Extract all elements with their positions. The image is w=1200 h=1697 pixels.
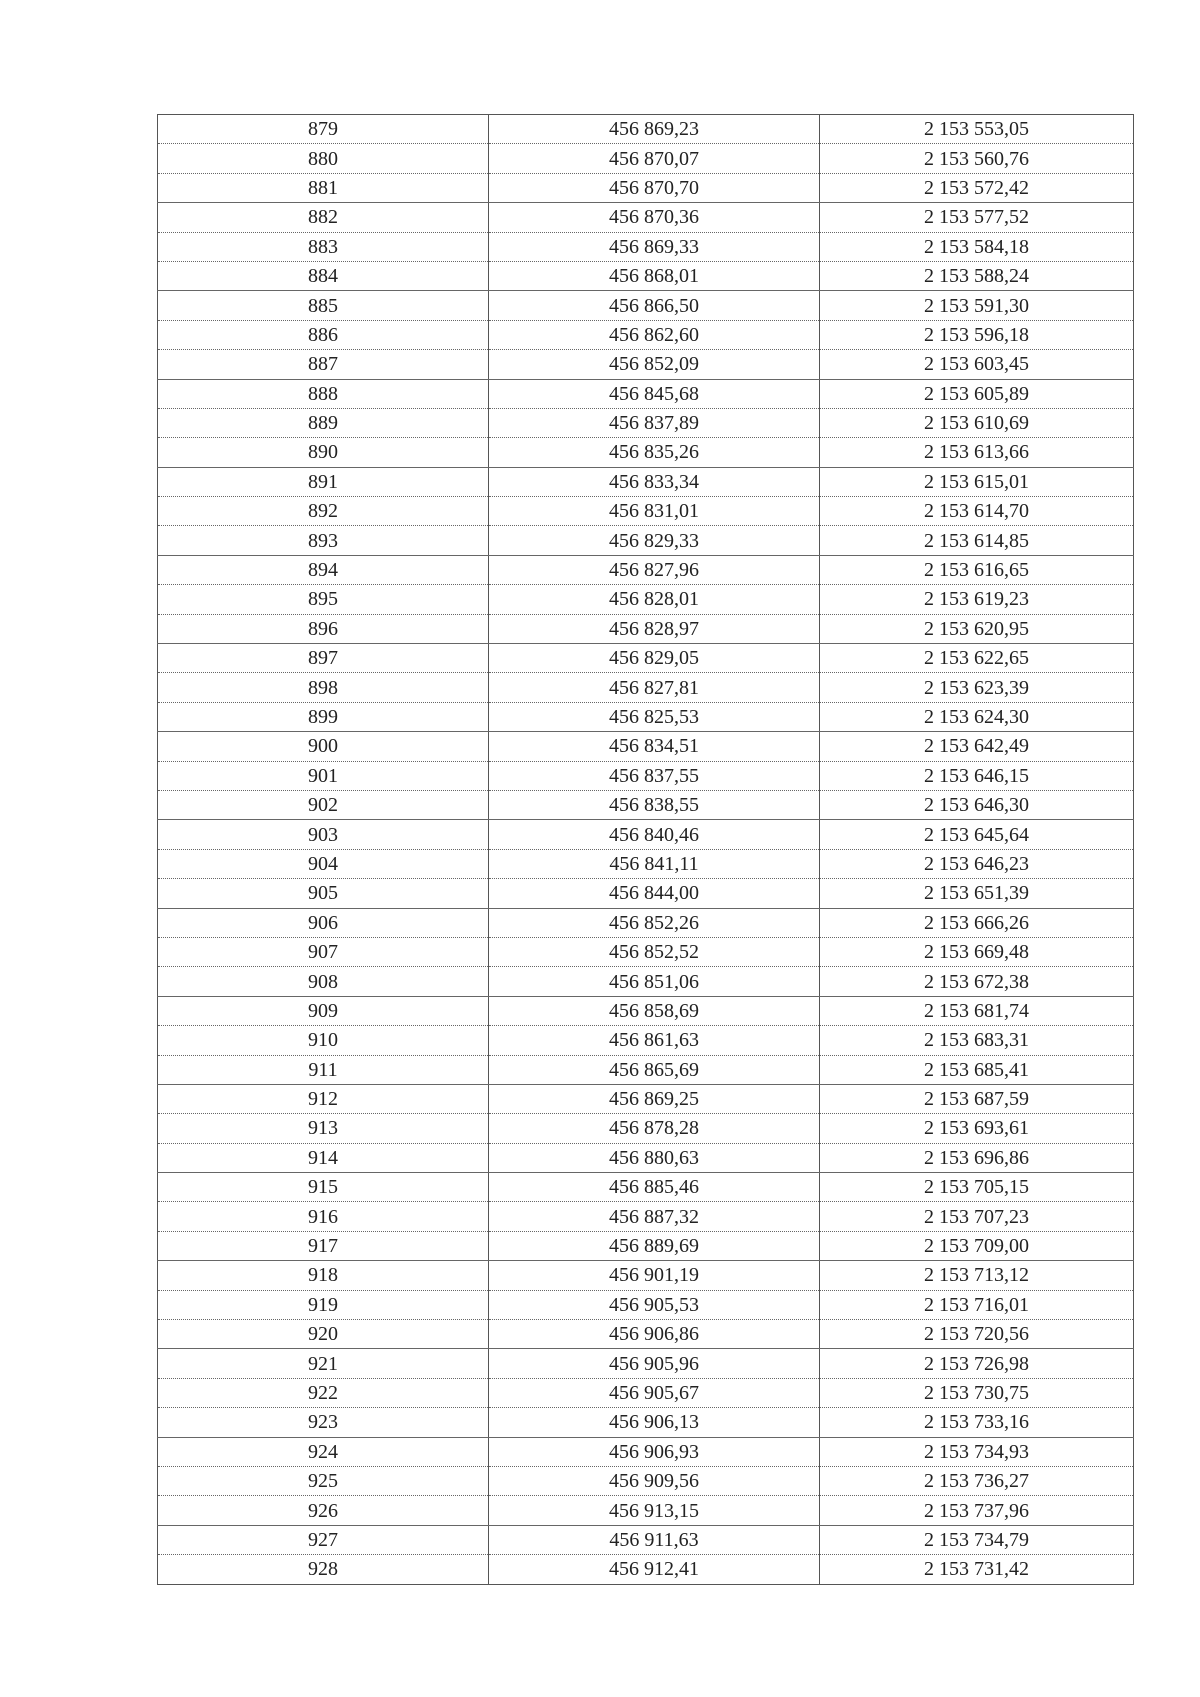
x-coordinate-cell: 456 834,51 [489,732,820,761]
point-number-cell: 882 [158,203,489,232]
y-coordinate-cell: 2 153 624,30 [820,702,1134,731]
table-row [158,937,1134,966]
table-row [158,408,1134,437]
point-number-cell: 912 [158,1084,489,1113]
table-row [158,115,1134,144]
table-row [158,1143,1134,1172]
y-coordinate-cell: 2 153 610,69 [820,408,1134,437]
y-coordinate-cell: 2 153 685,41 [820,1055,1134,1084]
table-row [158,320,1134,349]
coordinates-table-body [158,115,1134,1585]
x-coordinate-cell: 456 837,55 [489,761,820,790]
table-row [158,1202,1134,1231]
y-coordinate-cell: 2 153 642,49 [820,732,1134,761]
table-row [158,1290,1134,1319]
y-coordinate-cell: 2 153 622,65 [820,644,1134,673]
x-coordinate-cell: 456 870,70 [489,173,820,202]
table-row [158,585,1134,614]
table-row [158,673,1134,702]
point-number-cell: 917 [158,1231,489,1260]
table-row [158,467,1134,496]
x-coordinate-cell: 456 909,56 [489,1466,820,1495]
table-row [158,1173,1134,1202]
x-coordinate-cell: 456 852,09 [489,350,820,379]
table-row [158,1466,1134,1495]
y-coordinate-cell: 2 153 646,30 [820,790,1134,819]
point-number-cell: 924 [158,1437,489,1466]
y-coordinate-cell: 2 153 651,39 [820,879,1134,908]
x-coordinate-cell: 456 845,68 [489,379,820,408]
x-coordinate-cell: 456 906,86 [489,1320,820,1349]
table-row [158,967,1134,996]
point-number-cell: 926 [158,1496,489,1525]
y-coordinate-cell: 2 153 620,95 [820,614,1134,643]
table-row [158,1114,1134,1143]
y-coordinate-cell: 2 153 588,24 [820,261,1134,290]
y-coordinate-cell: 2 153 716,01 [820,1290,1134,1319]
point-number-cell: 911 [158,1055,489,1084]
x-coordinate-cell: 456 906,13 [489,1408,820,1437]
point-number-cell: 886 [158,320,489,349]
point-number-cell: 884 [158,261,489,290]
point-number-cell: 902 [158,790,489,819]
x-coordinate-cell: 456 878,28 [489,1114,820,1143]
y-coordinate-cell: 2 153 683,31 [820,1026,1134,1055]
table-row [158,820,1134,849]
y-coordinate-cell: 2 153 646,15 [820,761,1134,790]
table-row [158,702,1134,731]
x-coordinate-cell: 456 911,63 [489,1525,820,1554]
y-coordinate-cell: 2 153 616,65 [820,555,1134,584]
table-row [158,144,1134,173]
table-row [158,790,1134,819]
y-coordinate-cell: 2 153 705,15 [820,1173,1134,1202]
x-coordinate-cell: 456 841,11 [489,849,820,878]
x-coordinate-cell: 456 869,25 [489,1084,820,1113]
x-coordinate-cell: 456 829,05 [489,644,820,673]
table-row [158,761,1134,790]
point-number-cell: 892 [158,497,489,526]
y-coordinate-cell: 2 153 577,52 [820,203,1134,232]
table-row [158,232,1134,261]
point-number-cell: 925 [158,1466,489,1495]
y-coordinate-cell: 2 153 605,89 [820,379,1134,408]
y-coordinate-cell: 2 153 666,26 [820,908,1134,937]
x-coordinate-cell: 456 912,41 [489,1555,820,1584]
point-number-cell: 922 [158,1378,489,1407]
y-coordinate-cell: 2 153 733,16 [820,1408,1134,1437]
x-coordinate-cell: 456 827,96 [489,555,820,584]
point-number-cell: 916 [158,1202,489,1231]
point-number-cell: 896 [158,614,489,643]
x-coordinate-cell: 456 880,63 [489,1143,820,1172]
y-coordinate-cell: 2 153 720,56 [820,1320,1134,1349]
y-coordinate-cell: 2 153 687,59 [820,1084,1134,1113]
point-number-cell: 918 [158,1261,489,1290]
x-coordinate-cell: 456 852,52 [489,937,820,966]
x-coordinate-cell: 456 905,67 [489,1378,820,1407]
x-coordinate-cell: 456 906,93 [489,1437,820,1466]
table-row [158,173,1134,202]
x-coordinate-cell: 456 838,55 [489,790,820,819]
x-coordinate-cell: 456 858,69 [489,996,820,1025]
y-coordinate-cell: 2 153 726,98 [820,1349,1134,1378]
y-coordinate-cell: 2 153 603,45 [820,350,1134,379]
point-number-cell: 897 [158,644,489,673]
table-row [158,996,1134,1025]
y-coordinate-cell: 2 153 615,01 [820,467,1134,496]
table-row [158,614,1134,643]
table-row [158,555,1134,584]
x-coordinate-cell: 456 865,69 [489,1055,820,1084]
coordinates-table [157,114,1134,1585]
table-row [158,1084,1134,1113]
y-coordinate-cell: 2 153 584,18 [820,232,1134,261]
point-number-cell: 914 [158,1143,489,1172]
y-coordinate-cell: 2 153 613,66 [820,438,1134,467]
point-number-cell: 900 [158,732,489,761]
y-coordinate-cell: 2 153 734,93 [820,1437,1134,1466]
x-coordinate-cell: 456 844,00 [489,879,820,908]
point-number-cell: 885 [158,291,489,320]
y-coordinate-cell: 2 153 645,64 [820,820,1134,849]
x-coordinate-cell: 456 861,63 [489,1026,820,1055]
x-coordinate-cell: 456 889,69 [489,1231,820,1260]
table-row [158,203,1134,232]
x-coordinate-cell: 456 828,01 [489,585,820,614]
x-coordinate-cell: 456 827,81 [489,673,820,702]
point-number-cell: 913 [158,1114,489,1143]
y-coordinate-cell: 2 153 646,23 [820,849,1134,878]
table-row [158,526,1134,555]
point-number-cell: 879 [158,115,489,144]
point-number-cell: 908 [158,967,489,996]
x-coordinate-cell: 456 825,53 [489,702,820,731]
x-coordinate-cell: 456 913,15 [489,1496,820,1525]
y-coordinate-cell: 2 153 707,23 [820,1202,1134,1231]
x-coordinate-cell: 456 828,97 [489,614,820,643]
point-number-cell: 894 [158,555,489,584]
table-row [158,497,1134,526]
point-number-cell: 927 [158,1525,489,1554]
x-coordinate-cell: 456 833,34 [489,467,820,496]
y-coordinate-cell: 2 153 672,38 [820,967,1134,996]
point-number-cell: 883 [158,232,489,261]
table-row [158,438,1134,467]
x-coordinate-cell: 456 829,33 [489,526,820,555]
x-coordinate-cell: 456 885,46 [489,1173,820,1202]
y-coordinate-cell: 2 153 736,27 [820,1466,1134,1495]
y-coordinate-cell: 2 153 731,42 [820,1555,1134,1584]
point-number-cell: 895 [158,585,489,614]
table-row [158,849,1134,878]
point-number-cell: 905 [158,879,489,908]
point-number-cell: 910 [158,1026,489,1055]
point-number-cell: 893 [158,526,489,555]
table-row [158,908,1134,937]
point-number-cell: 907 [158,937,489,966]
y-coordinate-cell: 2 153 693,61 [820,1114,1134,1143]
table-row [158,291,1134,320]
y-coordinate-cell: 2 153 572,42 [820,173,1134,202]
table-row [158,644,1134,673]
x-coordinate-cell: 456 870,07 [489,144,820,173]
table-row [158,1320,1134,1349]
table-row [158,379,1134,408]
table-row [158,1349,1134,1378]
x-coordinate-cell: 456 887,32 [489,1202,820,1231]
table-row [158,1378,1134,1407]
x-coordinate-cell: 456 901,19 [489,1261,820,1290]
x-coordinate-cell: 456 868,01 [489,261,820,290]
x-coordinate-cell: 456 837,89 [489,408,820,437]
y-coordinate-cell: 2 153 709,00 [820,1231,1134,1260]
point-number-cell: 915 [158,1173,489,1202]
table-row [158,1496,1134,1525]
x-coordinate-cell: 456 840,46 [489,820,820,849]
table-row [158,1525,1134,1554]
y-coordinate-cell: 2 153 730,75 [820,1378,1134,1407]
point-number-cell: 903 [158,820,489,849]
y-coordinate-cell: 2 153 713,12 [820,1261,1134,1290]
point-number-cell: 904 [158,849,489,878]
table-row [158,1055,1134,1084]
table-row [158,1026,1134,1055]
table-row [158,732,1134,761]
y-coordinate-cell: 2 153 619,23 [820,585,1134,614]
y-coordinate-cell: 2 153 560,76 [820,144,1134,173]
point-number-cell: 881 [158,173,489,202]
y-coordinate-cell: 2 153 737,96 [820,1496,1134,1525]
y-coordinate-cell: 2 153 614,85 [820,526,1134,555]
y-coordinate-cell: 2 153 696,86 [820,1143,1134,1172]
x-coordinate-cell: 456 835,26 [489,438,820,467]
table-row [158,1408,1134,1437]
table-row [158,1261,1134,1290]
point-number-cell: 906 [158,908,489,937]
point-number-cell: 928 [158,1555,489,1584]
point-number-cell: 880 [158,144,489,173]
y-coordinate-cell: 2 153 734,79 [820,1525,1134,1554]
x-coordinate-cell: 456 869,23 [489,115,820,144]
table-row [158,879,1134,908]
x-coordinate-cell: 456 866,50 [489,291,820,320]
point-number-cell: 888 [158,379,489,408]
point-number-cell: 920 [158,1320,489,1349]
point-number-cell: 921 [158,1349,489,1378]
point-number-cell: 901 [158,761,489,790]
x-coordinate-cell: 456 851,06 [489,967,820,996]
point-number-cell: 919 [158,1290,489,1319]
y-coordinate-cell: 2 153 681,74 [820,996,1134,1025]
point-number-cell: 898 [158,673,489,702]
table-row [158,1231,1134,1260]
point-number-cell: 899 [158,702,489,731]
x-coordinate-cell: 456 905,96 [489,1349,820,1378]
point-number-cell: 889 [158,408,489,437]
table-row [158,261,1134,290]
x-coordinate-cell: 456 862,60 [489,320,820,349]
y-coordinate-cell: 2 153 591,30 [820,291,1134,320]
y-coordinate-cell: 2 153 614,70 [820,497,1134,526]
x-coordinate-cell: 456 905,53 [489,1290,820,1319]
point-number-cell: 891 [158,467,489,496]
table-row [158,1555,1134,1584]
point-number-cell: 887 [158,350,489,379]
y-coordinate-cell: 2 153 553,05 [820,115,1134,144]
x-coordinate-cell: 456 870,36 [489,203,820,232]
point-number-cell: 890 [158,438,489,467]
table-row [158,350,1134,379]
y-coordinate-cell: 2 153 596,18 [820,320,1134,349]
y-coordinate-cell: 2 153 623,39 [820,673,1134,702]
y-coordinate-cell: 2 153 669,48 [820,937,1134,966]
x-coordinate-cell: 456 869,33 [489,232,820,261]
point-number-cell: 909 [158,996,489,1025]
x-coordinate-cell: 456 831,01 [489,497,820,526]
table-row [158,1437,1134,1466]
point-number-cell: 923 [158,1408,489,1437]
x-coordinate-cell: 456 852,26 [489,908,820,937]
